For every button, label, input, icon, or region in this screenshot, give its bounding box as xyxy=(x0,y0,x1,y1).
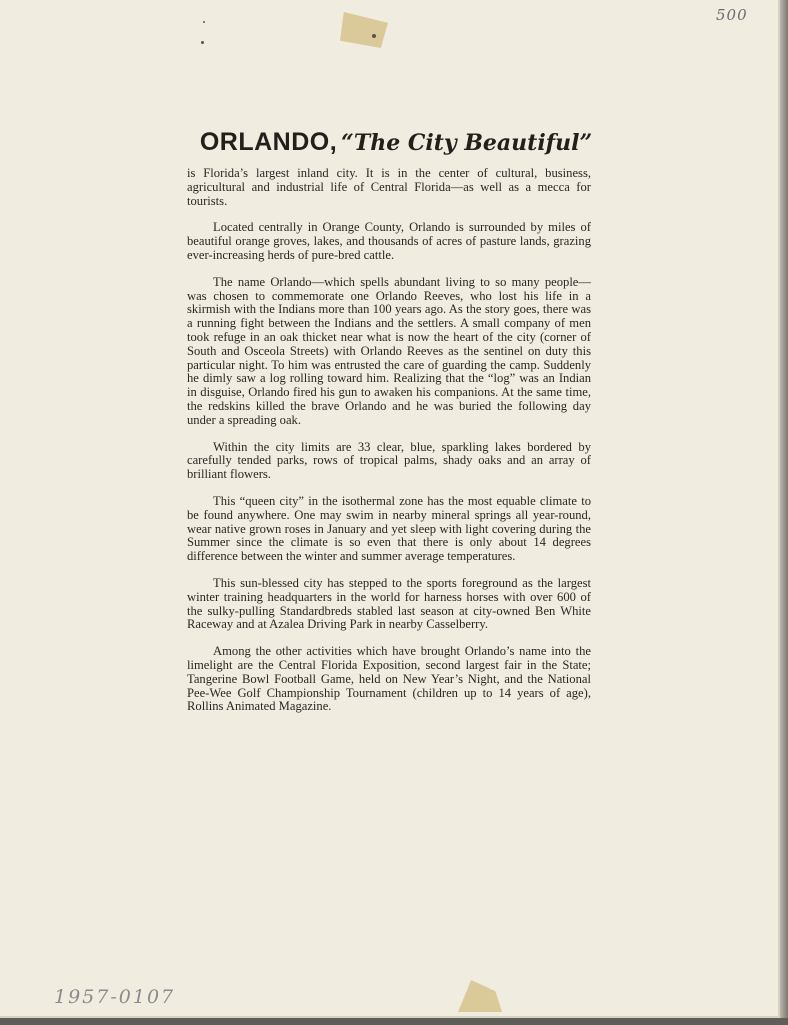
page-edge xyxy=(780,0,788,1025)
paper-speck xyxy=(372,34,376,38)
tape-remnant xyxy=(340,12,388,48)
archive-accession-number: 1957-0107 xyxy=(54,986,176,1008)
page-title xyxy=(186,128,606,157)
corner-page-number: 500 xyxy=(716,6,748,24)
article-body xyxy=(187,167,591,727)
paragraph: Within the city limits are 33 clear, blue, sparkling lakes bordered by carefully tended parks, rows of tropical palms, shady oaks and an array of brilliant flowers. xyxy=(187,439,591,482)
title-subtitle: “The City Beautiful” xyxy=(341,130,593,156)
title-city: ORLANDO, xyxy=(199,128,338,156)
tape-remnant xyxy=(458,980,502,1012)
paragraph: The name Orlando—which spells abundant living to so many people— was chosen to commemorate one Orlando Reeves, who lost his life in a skirmish with the Indians more than 100 years ago. As the story goes, there was a running fight between the Indians and the settlers. A small company of men took refuge in an oak thicket near what is now the heart of the city (corner of South and Osceola Streets) with Orlando Reeves as the sentinel on duty this particular night. To him was entrusted the care of guarding the camp. Suddenly he dimly saw a log rolling toward him. Realizing that the “log” was an Indian in disguise, Orlando fired his gun to awaken his companions. At the same time, the redskins killed the brave Orlando and he was buried the following day under a spreading oak. xyxy=(187,274,591,427)
paragraph: This sun-blessed city has stepped to the sports foreground as the largest winter training headquarters in the world for harness horses with over 600 of the sulky-pulling Standardbreds stabled last season at city-owned Ben White Raceway and at Azalea Driving Park in nearby Casselberry. xyxy=(187,575,591,632)
paper-speck xyxy=(201,41,204,44)
paragraph: Located centrally in Orange County, Orlando is surrounded by miles of beautiful orange groves, lakes, and thousands of acres of pasture lands, grazing ever-increasing herds of pure-bred cattle. xyxy=(187,220,591,262)
paragraph: This “queen city” in the isothermal zone has the most equable climate to be found anywhere. One may swim in nearby mineral springs all year-round, wear native grown roses in January and yet sleep with light covering during the Summer since the climate is so even that there is only about 14 degrees difference between the winter and summer average temperatures. xyxy=(187,493,591,564)
page-edge xyxy=(0,1018,788,1025)
paragraph: Among the other activities which have brought Orlando’s name into the limelight are the Central Florida Exposition, second largest fair in the State; Tangerine Bowl Football Game, held on New Year’s Night, and the National Pee-Wee Golf Championship Tournament (children up to 14 years of age), Rollins Animated Magazine. xyxy=(187,644,591,714)
paragraph: is Florida’s largest inland city. It is in the center of cultural, business, agricultural and industrial life of Central Florida—as well as a mecca for tourists. xyxy=(187,166,591,208)
paper-speck xyxy=(203,21,205,23)
